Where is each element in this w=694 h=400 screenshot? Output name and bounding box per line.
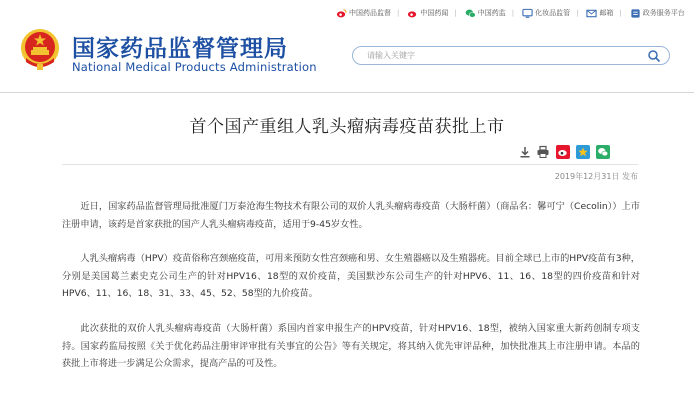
top-link-label: 化妆品监管 <box>535 9 571 17</box>
top-link-cosmetics[interactable]: 化妆品监管 | <box>522 8 578 19</box>
top-link-label: 邮箱 <box>599 9 614 17</box>
share-toolbar <box>518 145 616 159</box>
weibo-icon <box>407 8 418 19</box>
article-title: 首个国产重组人乳头瘤病毒疫苗获批上市 <box>189 117 505 137</box>
print-icon[interactable] <box>536 145 550 159</box>
top-link-news[interactable]: 中国药闻 | <box>407 8 456 19</box>
article-paragraph-2: 人乳头瘤病毒（HPV）疫苗俗称宫颈癌疫苗，可用来预防女性宫颈癌和男、女生殖器癌以及生殖器疣。目前全球已上市的HPV疫苗有3种，分别是美国葛兰素史克公司生产的针对HPV16、18型的双价疫苗，美国默沙东公司生产的针对HPV6、11、16、18型的四价疫苗和针对HPV6、11、16、18、31、33、45、52、58型的九价疫苗。 <box>62 253 640 299</box>
top-link-mail[interactable]: 邮箱 | <box>586 8 621 19</box>
download-icon[interactable] <box>518 145 532 159</box>
site-name-en[interactable]: National Medical Products Administration <box>72 60 317 74</box>
share-wechat-icon[interactable] <box>596 145 610 159</box>
top-link-wechat[interactable]: 中国药监 | <box>465 8 514 19</box>
title-divider <box>62 164 638 165</box>
top-links <box>336 6 693 20</box>
top-link-service[interactable] <box>630 8 685 19</box>
qzone-icon[interactable] <box>576 145 590 159</box>
article-paragraph-1: 近日，国家药品监督管理局批准厦门万泰沧海生物技术有限公司的双价人乳头瘤病毒疫苗（大肠杆菌）（商品名：馨可宁（Cecolin））上市注册申请，该药是首家获批的国产人乳头瘤病毒疫苗，适用于9-45岁女性。 <box>62 201 640 230</box>
weibo-icon[interactable] <box>556 145 570 159</box>
monitor-icon <box>522 8 533 19</box>
header-divider <box>0 92 694 93</box>
top-link-label: 中国药闻 <box>420 9 449 17</box>
article-paragraph-3: 此次获批的双价人乳头瘤病毒疫苗（大肠杆菌）系国内首家申报生产的HPV疫苗，针对HPV16、18型，被纳入国家重大新药创制专项支持。国家药监局按照《关于优化药品注册审评审批有关事宜的公告》等有关规定，将其纳入优先审评品种，加快批准其上市注册申请。本品的获批上市将进一步满足公众需求，提高产品的可及性。 <box>62 323 640 369</box>
wechat-icon <box>465 8 476 19</box>
service-icon <box>630 8 641 19</box>
top-link-label: 政务服务平台 <box>642 9 685 17</box>
search-box <box>352 46 670 65</box>
mail-icon <box>586 8 597 19</box>
top-link-label: 中国药监 <box>477 9 506 17</box>
site-name-cn[interactable]: 国家药品监督管理局 <box>72 36 288 62</box>
search-icon[interactable] <box>647 49 661 63</box>
weibo-icon <box>336 8 347 19</box>
national-emblem-icon[interactable] <box>20 26 60 72</box>
search-input[interactable] <box>367 49 617 62</box>
publish-date: 2019年12月31日 发布 <box>554 172 638 181</box>
top-link-weibo[interactable]: 中国药品监督 | <box>336 8 399 19</box>
site-header <box>0 0 694 92</box>
top-link-label: 中国药品监督 <box>349 9 391 17</box>
